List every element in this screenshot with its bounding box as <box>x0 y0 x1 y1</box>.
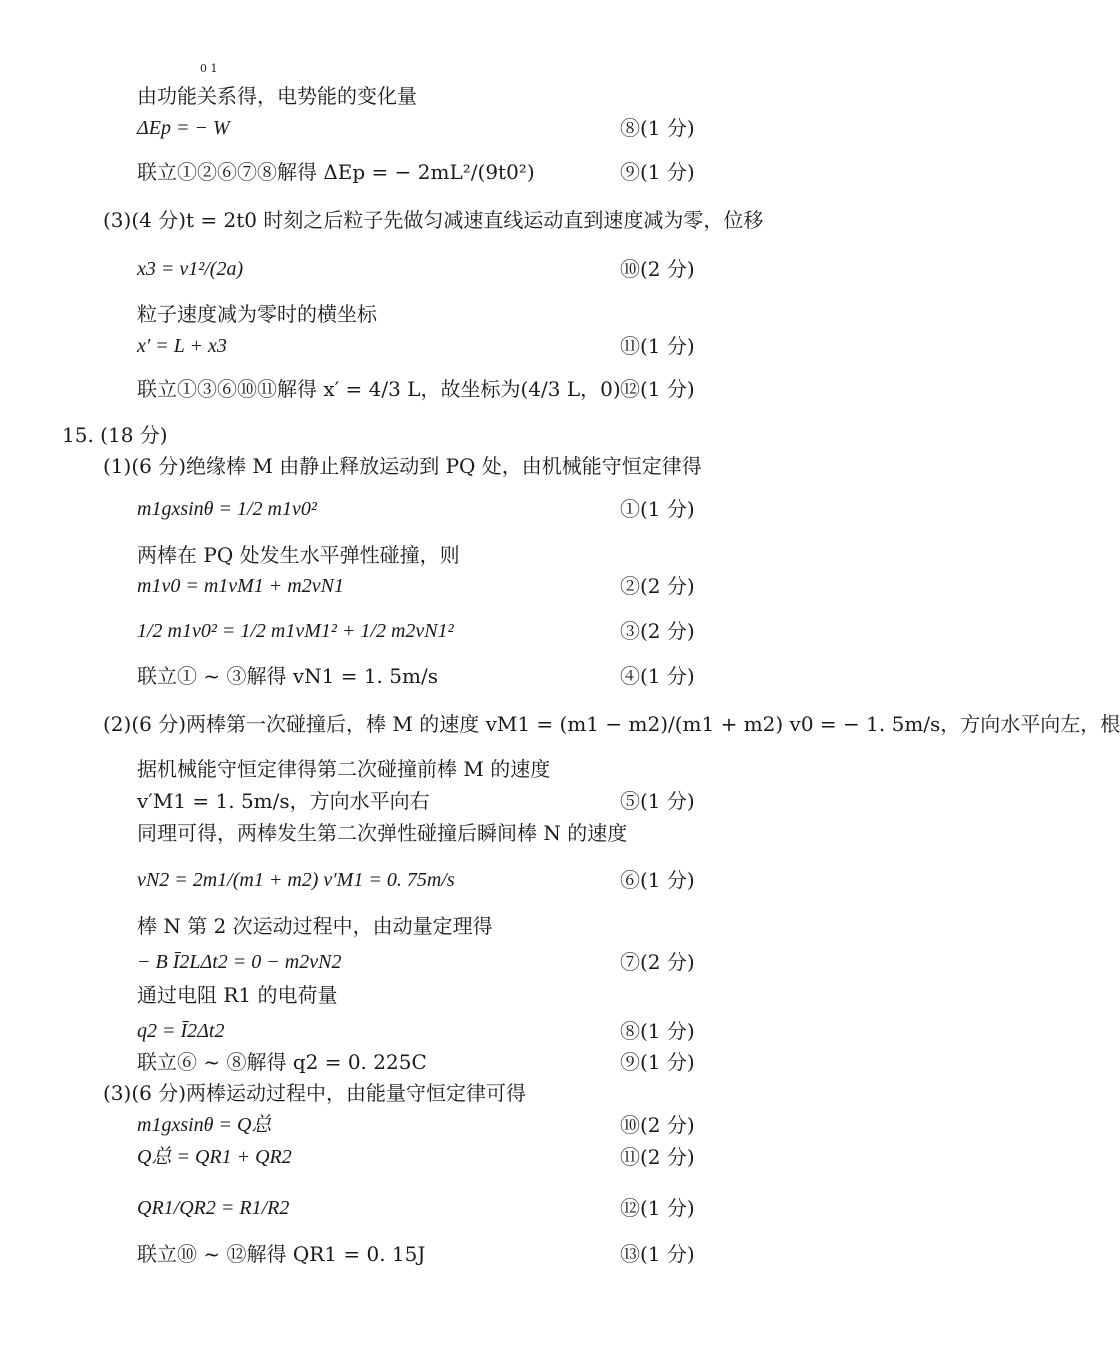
score-label: ⑪(1 分) <box>620 334 695 358</box>
score-label: ⑤(1 分) <box>620 789 695 813</box>
score-label: ⑧(1 分) <box>620 1019 695 1043</box>
score-label: ①(1 分) <box>620 497 695 521</box>
equation: ΔEp = − W <box>137 117 230 139</box>
score-label: ②(2 分) <box>620 574 695 598</box>
text-line: 棒 N 第 2 次运动过程中，由动量定理得 <box>137 914 493 938</box>
text-line: 由功能关系得，电势能的变化量 <box>137 84 417 108</box>
equation: m1gxsinθ = Q总 <box>137 1114 272 1136</box>
equation: 联立⑩ ~ ⑫解得 QR1 = 0. 15J <box>137 1242 426 1266</box>
score-label: ⑪(2 分) <box>620 1145 695 1169</box>
part-heading: (2)(6 分)两棒第一次碰撞后，棒 M 的速度 vM1 = (m1 − m2)/(m1 + m2) v0 = − 1. 5m/s，方向水平向左，根 <box>103 712 1120 736</box>
question-title: 15. (18 分) <box>62 423 168 447</box>
part-heading: (1)(6 分)绝缘棒 M 由静止释放运动到 PQ 处，由机械能守恒定律得 <box>103 454 702 478</box>
equation: − B Ī2LΔt2 = 0 − m2vN2 <box>137 951 342 973</box>
score-label: ⑫(1 分) <box>620 377 695 401</box>
equation: v′M1 = 1. 5m/s，方向水平向右 <box>137 789 430 813</box>
part-heading: (3)(4 分)t = 2t0 时刻之后粒子先做匀减速直线运动直到速度减为零，位移 <box>103 208 764 232</box>
score-label: ⑫(1 分) <box>620 1196 695 1220</box>
text-line: 粒子速度减为零时的横坐标 <box>137 302 377 326</box>
equation: Q总 = QR1 + QR2 <box>137 1146 292 1168</box>
part-heading: (3)(6 分)两棒运动过程中，由能量守恒定律可得 <box>103 1081 527 1105</box>
score-label: ⑦(2 分) <box>620 950 695 974</box>
equation: vN2 = 2m1/(m1 + m2) v′M1 = 0. 75m/s <box>137 869 455 891</box>
score-label: ⑥(1 分) <box>620 868 695 892</box>
score-label: ⑨(1 分) <box>620 160 695 184</box>
equation: m1gxsinθ = 1/2 m1v0² <box>137 498 317 520</box>
text-line: 据机械能守恒定律得第二次碰撞前棒 M 的速度 <box>137 757 551 781</box>
equation: 联立①②⑥⑦⑧解得 ΔEp = − 2mL²/(9t0²) <box>137 160 535 184</box>
score-label: ④(1 分) <box>620 664 695 688</box>
equation: x′ = L + x3 <box>137 335 227 357</box>
score-label: ⑩(2 分) <box>620 1113 695 1137</box>
text-line: 两棒在 PQ 处发生水平弹性碰撞，则 <box>137 543 460 567</box>
text-line: 同理可得，两棒发生第二次弹性碰撞后瞬间棒 N 的速度 <box>137 821 628 845</box>
score-label: ⑬(1 分) <box>620 1242 695 1266</box>
equation: QR1/QR2 = R1/R2 <box>137 1197 290 1219</box>
score-label: ③(2 分) <box>620 619 695 643</box>
score-label: ⑧(1 分) <box>620 116 695 140</box>
page-fragment: 0 1 <box>200 62 218 75</box>
score-label: ⑩(2 分) <box>620 257 695 281</box>
equation: 联立①③⑥⑩⑪解得 x′ = 4/3 L，故坐标为(4/3 L，0) <box>137 377 621 401</box>
equation: q2 = Ī2Δt2 <box>137 1020 225 1042</box>
equation: 联立① ~ ③解得 vN1 = 1. 5m/s <box>137 664 438 688</box>
score-label: ⑨(1 分) <box>620 1050 695 1074</box>
equation: m1v0 = m1vM1 + m2vN1 <box>137 575 344 597</box>
equation: 1/2 m1v0² = 1/2 m1vM1² + 1/2 m2vN1² <box>137 620 454 642</box>
text-line: 通过电阻 R1 的电荷量 <box>137 983 338 1007</box>
equation: x3 = v1²/(2a) <box>137 258 244 280</box>
equation: 联立⑥ ~ ⑧解得 q2 = 0. 225C <box>137 1050 427 1074</box>
